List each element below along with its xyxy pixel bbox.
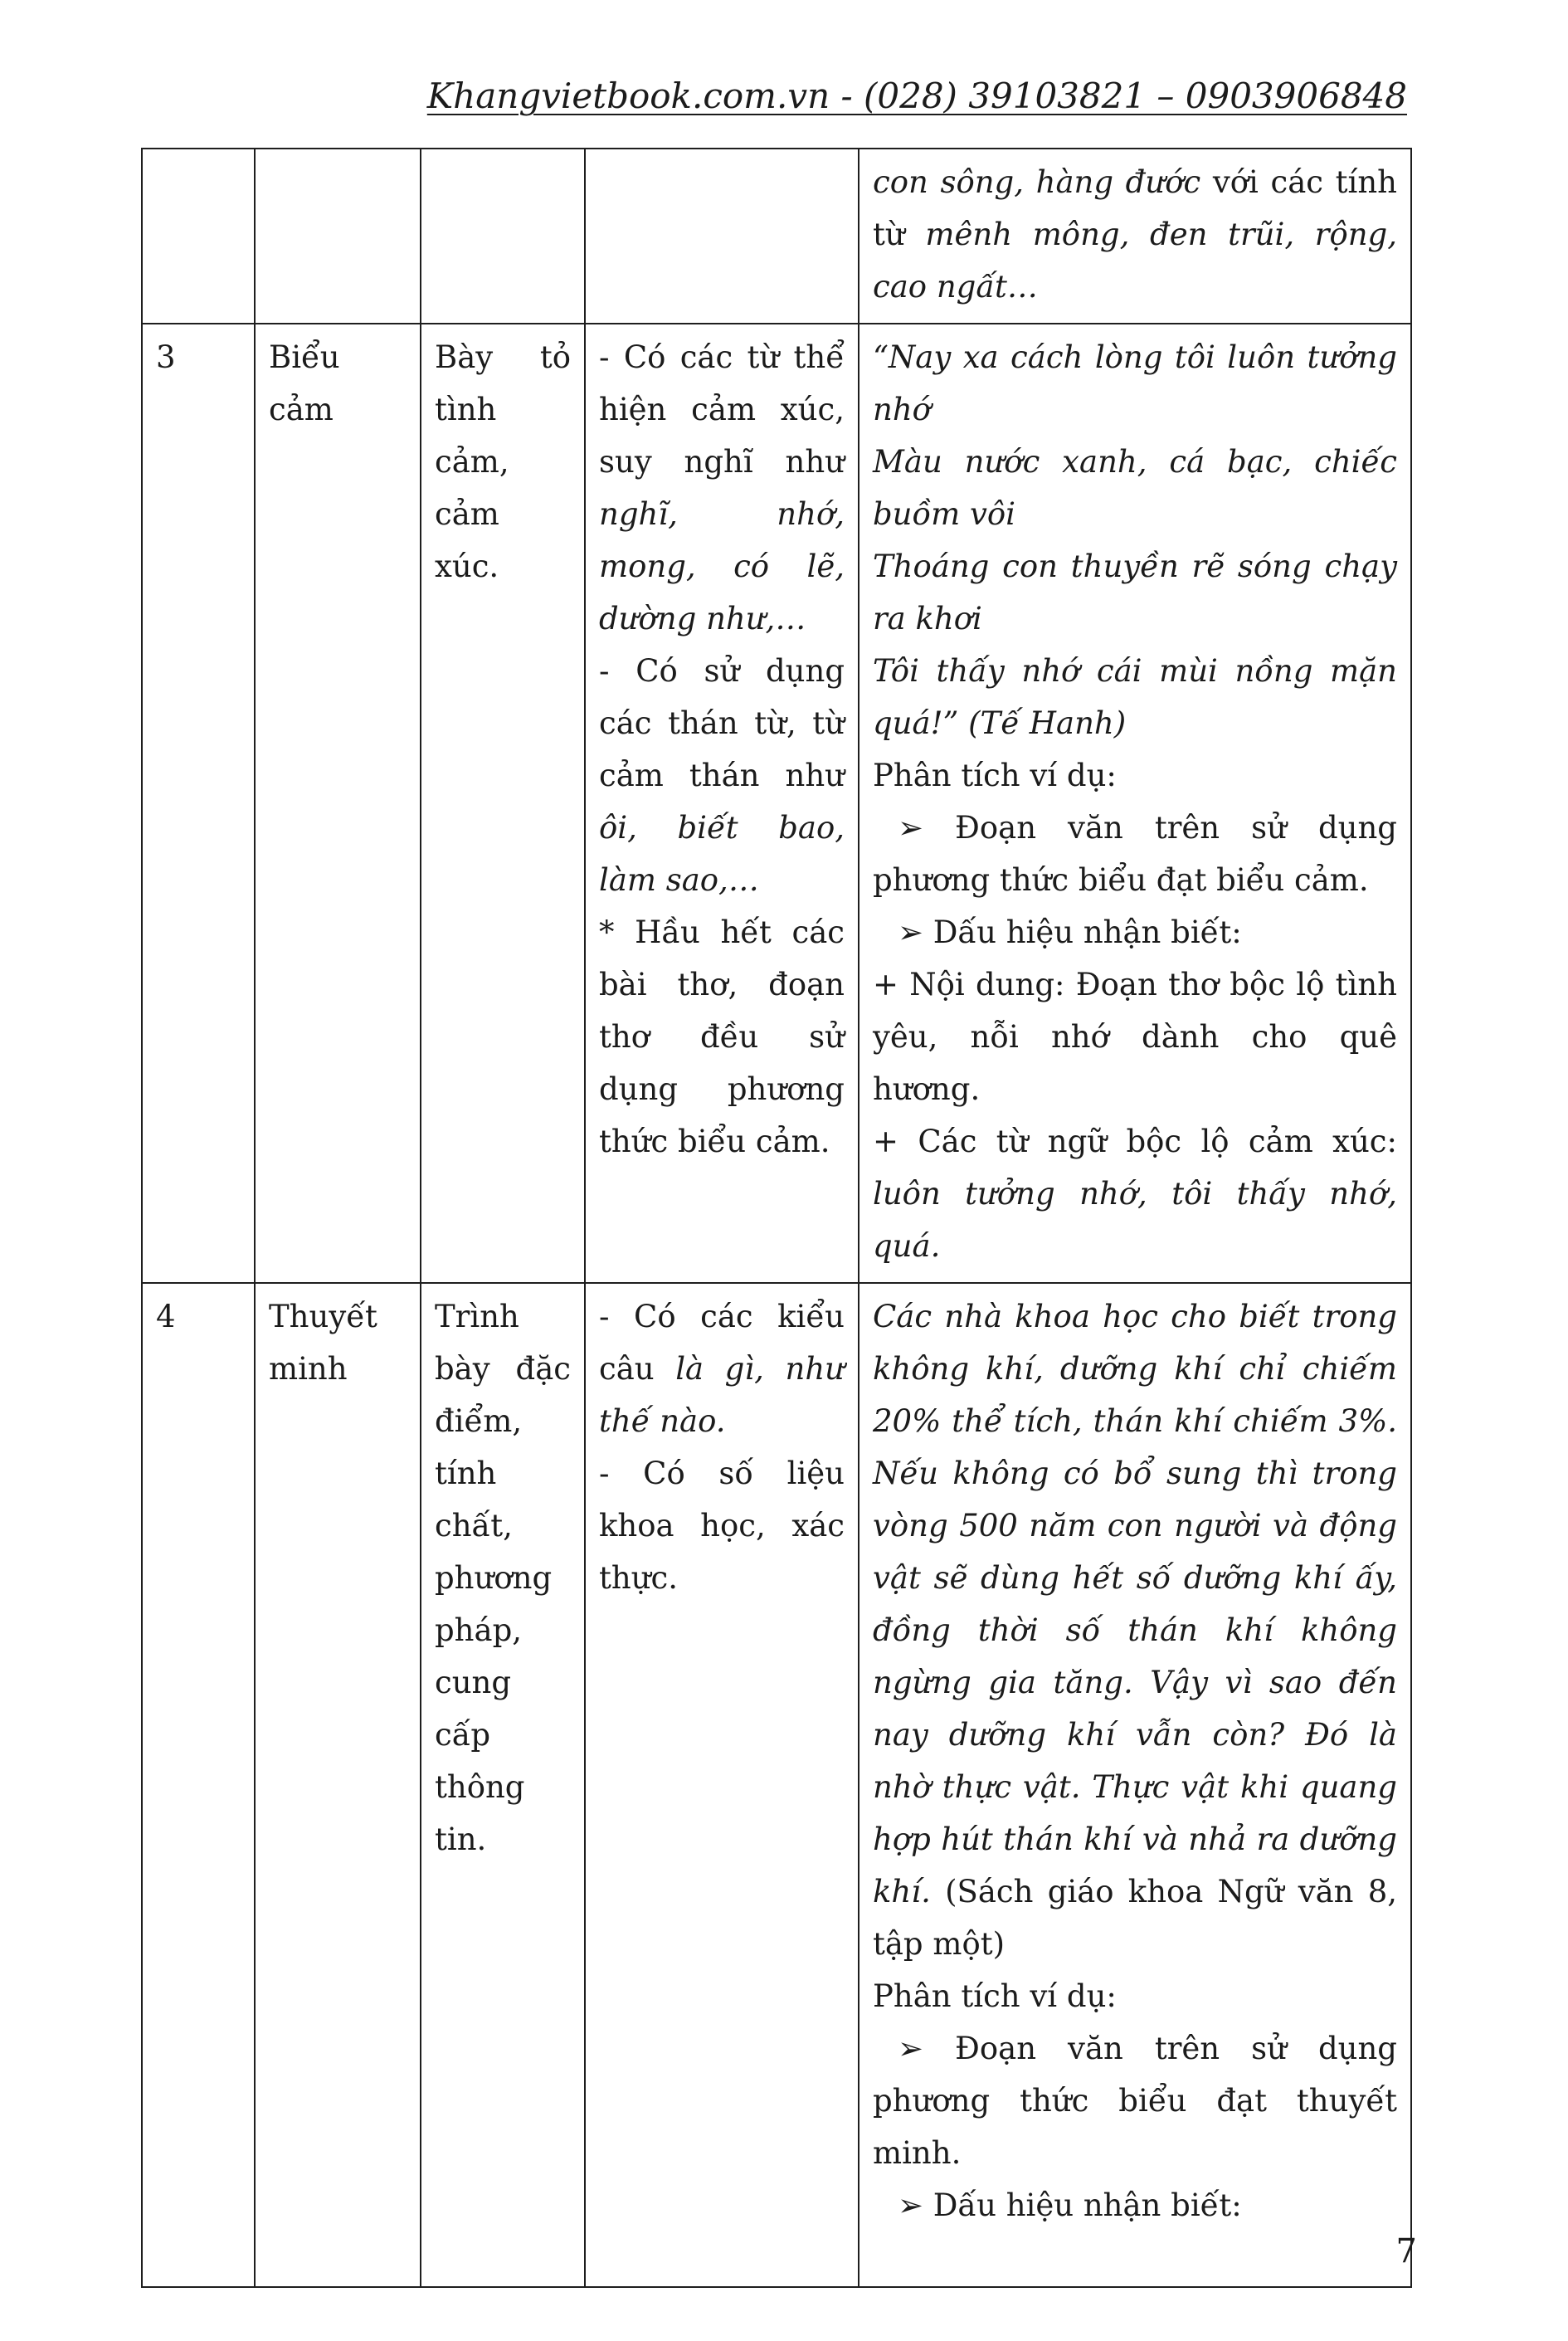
text-run: Phân tích ví dụ: [873, 1978, 1117, 2014]
paragraph [873, 906, 1397, 958]
italic-text-run: Màu nước xanh, cá bạc, chiếc buồm vôi [873, 444, 1397, 532]
cell-name [255, 149, 421, 324]
cell-example [859, 324, 1411, 1283]
paragraph [873, 645, 1397, 749]
paragraph [873, 436, 1397, 540]
expression-methods-table [141, 148, 1412, 2288]
paragraph [599, 1447, 845, 1604]
cell-purpose: Trình bày đặc điểm, tính chất, phương pháp, cung cấp thông tin. [421, 1283, 585, 2287]
paragraph [599, 645, 845, 906]
cell-purpose: Bày tỏ tình cảm, cảm xúc. [421, 324, 585, 1283]
paragraph [873, 156, 1397, 313]
content-block [141, 73, 1410, 2288]
italic-text-run: ôi, biết bao, làm sao,… [599, 810, 845, 898]
italic-text-run: nghĩ, nhớ, mong, có lẽ, dường như,… [599, 496, 845, 636]
cell-number: 3 [142, 324, 255, 1283]
text-run: ➢ Dấu hiệu nhận biết: [898, 2187, 1242, 2223]
paragraph [873, 1290, 1397, 1970]
text-run: * Hầu hết các bài thơ, đoạn thơ đều sử dụng phương thức biểu cảm. [599, 914, 845, 1159]
cell-number [142, 149, 255, 324]
paragraph [873, 540, 1397, 645]
text-run: - Có các kiểu câu [599, 1299, 845, 1387]
cell-signs [585, 149, 859, 324]
italic-text-run: luôn tưởng nhớ, tôi thấy nhớ, quá. [873, 1176, 1397, 1264]
text-run: Phân tích ví dụ: [873, 758, 1117, 793]
text-run: ➢ Đoạn văn trên sử dụng phương thức biểu đạt thuyết minh. [873, 2031, 1397, 2171]
paragraph [873, 958, 1397, 1115]
text-run: + Các từ ngữ bộc lộ cảm xúc: [873, 1124, 1397, 1159]
paragraph [873, 1115, 1397, 1272]
cell-name: Biểu cảm [255, 324, 421, 1283]
table-row-thuyet-minh [142, 1283, 1411, 2287]
italic-text-run: Thoáng con thuyền rẽ sóng chạy ra khơi [873, 549, 1397, 636]
text-run: - Có các từ thể hiện cảm xúc, suy nghĩ như [599, 339, 845, 480]
cell-signs [585, 1283, 859, 2287]
table-row-bieu-cam [142, 324, 1411, 1283]
text-run: + Nội dung: Đoạn thơ bộc lộ tình yêu, nỗi nhớ dành cho quê hương. [873, 967, 1397, 1107]
italic-text-run: Các nhà khoa học cho biết trong không khí, dưỡng khí chỉ chiếm 20% thể tích, thán khí chiếm 3%. Nếu không có bổ sung thì trong vòng 500 năm con người và động vật sẽ dùng hết số dưỡng khí ấy, đồng thời số thán khí không ngừng gia tăng. Vậy vì sao đến nay dưỡng khí vẫn còn? Đó là nhờ thực vật. Thực vật khi quang hợp hút thán khí và nhả ra dưỡng khí. [873, 1299, 1397, 1909]
italic-text-run: Tôi thấy nhớ cái mùi nồng mặn quá!” (Tế Hanh) [873, 653, 1397, 741]
paragraph [873, 2179, 1397, 2231]
cell-number: 4 [142, 1283, 255, 2287]
cell-purpose [421, 149, 585, 324]
paragraph [873, 2022, 1397, 2179]
paragraph [599, 331, 845, 645]
paragraph [873, 331, 1397, 436]
table-row-continuation [142, 149, 1411, 324]
paragraph [599, 906, 845, 1168]
italic-text-run: “Nay xa cách lòng tôi luôn tưởng nhớ [873, 339, 1397, 427]
cell-name: Thuyết minh [255, 1283, 421, 2287]
cell-example [859, 149, 1411, 324]
paragraph [873, 749, 1397, 802]
text-run: - Có sử dụng các thán từ, từ cảm thán như [599, 653, 845, 793]
text-run: ➢ Dấu hiệu nhận biết: [898, 914, 1242, 950]
italic-text-run: là gì, như thế nào. [599, 1351, 845, 1439]
page-header [141, 73, 1410, 119]
cell-signs [585, 324, 859, 1283]
text-run: (Sách giáo khoa Ngữ văn 8, tập một) [873, 1874, 1398, 1962]
paragraph [599, 1290, 845, 1447]
paragraph [873, 1970, 1397, 2022]
page-number: 7 [1395, 2232, 1417, 2270]
text-run: ➢ Đoạn văn trên sử dụng phương thức biểu đạt biểu cảm. [873, 810, 1397, 898]
text-run: - Có số liệu khoa học, xác thực. [599, 1456, 845, 1596]
paragraph [873, 802, 1397, 906]
cell-example [859, 1283, 1411, 2287]
text-run: với các tính từ [873, 164, 1397, 252]
italic-text-run: con sông, hàng đước [873, 164, 1201, 200]
italic-text-run: mênh mông, đen trũi, rộng, cao ngất… [873, 217, 1398, 305]
header-contact-text: Khangvietbook.com.vn - (028) 39103821 – 0903906848 [426, 76, 1407, 116]
